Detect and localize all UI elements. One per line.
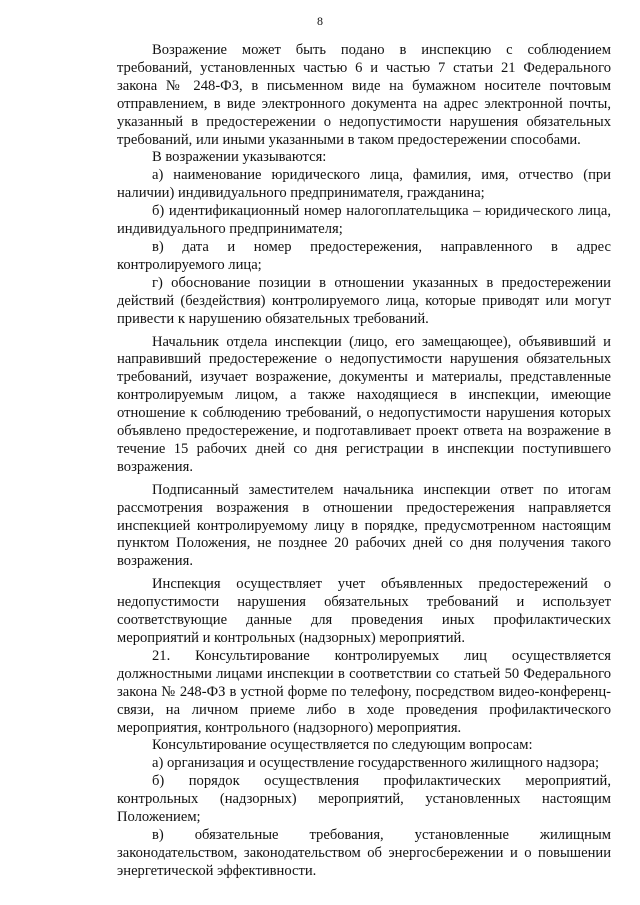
paragraph-objection-submission: Возражение может быть подано в инспекцию с соблюдением требований, установленных частью 6 и частью 7 статьи 21 Федерального закона № 248-ФЗ, в письменном виде на бумажном носителе почтовым отправлением, в виде электронного документа на адрес электронной почты, указанный в предостережении о недопустимости нарушения обязательных требований, или иными указанными в таком предостережении способами. xyxy=(117,42,611,148)
list-item-b-procedure: б) порядок осуществления профилактических мероприятий, контрольных (надзорных) мероприятий, установленных настоящим Положением; xyxy=(117,773,611,826)
document-body xyxy=(117,42,611,881)
page-number: 8 xyxy=(317,14,323,28)
list-item-b-inn: б) идентификационный номер налогоплательщика – юридического лица, индивидуального предпринимателя; xyxy=(117,203,611,238)
list-item-d-justification: г) обоснование позиции в отношении указанных в предостережении действий (бездействия) контролируемого лица, которые приводят или могут привести к нарушению обязательных требований. xyxy=(117,274,611,327)
paragraph-head-of-department: Начальник отдела инспекции (лицо, его замещающее), объявивший и направивший предостережение о недопустимости нарушения обязательных требований, изучает возражение, документы и материалы, представленные контролируемым лицом, а также находящиеся в инспекции, имеющие отношение к соблюдению требований, о недопустимости нарушения которых объявлено предостережение, и подготавливает проект ответа на возражение в течение 15 рабочих дней со дня регистрации в инспекции поступившего возражения. xyxy=(117,333,611,475)
list-item-a-name: а) наименование юридического лица, фамилия, имя, отчество (при наличии) индивидуального предпринимателя, гражданина; xyxy=(117,167,611,202)
paragraph-objection-contents-intro: В возражении указываются: xyxy=(152,149,327,166)
paragraph-warnings-accounting: Инспекция осуществляет учет объявленных предостережений о недопустимости нарушения обязательных требований и использует соответствующие данные для проведения иных профилактических мероприятий и контрольных (надзорных) мероприятий. xyxy=(117,576,611,646)
paragraph-consulting-topics-intro: Консультирование осуществляется по следующим вопросам: xyxy=(152,737,533,754)
paragraph-signed-response: Подписанный заместителем начальника инспекции ответ по итогам рассмотрения возражения в отношении предостережения направляется инспекцией контролируемому лицу в порядке, предусмотренном настоящим пунктом Положения, не позднее 20 рабочих дней со дня получения такого возражения. xyxy=(117,481,611,570)
list-item-a-organization: а) организация и осуществление государственного жилищного надзора; xyxy=(152,755,600,772)
list-item-c-warning-date-number: в) дата и номер предостережения, направленного в адрес контролируемого лица; xyxy=(117,238,611,273)
list-item-c-mandatory-requirements: в) обязательные требования, установленные жилищным законодательством, законодательством об энергосбережении и о повышении энергетической эффективности. xyxy=(117,826,611,879)
paragraph-21-consulting: 21. Консультирование контролируемых лиц осуществляется должностными лицами инспекции в соответствии со статьей 50 Федерального закона № 248-ФЗ в устной форме по телефону, посредством видео-конференц-связи, на личном приеме либо в ходе проведения профилактического мероприятия, контрольного (надзорного) мероприятия. xyxy=(117,647,611,736)
